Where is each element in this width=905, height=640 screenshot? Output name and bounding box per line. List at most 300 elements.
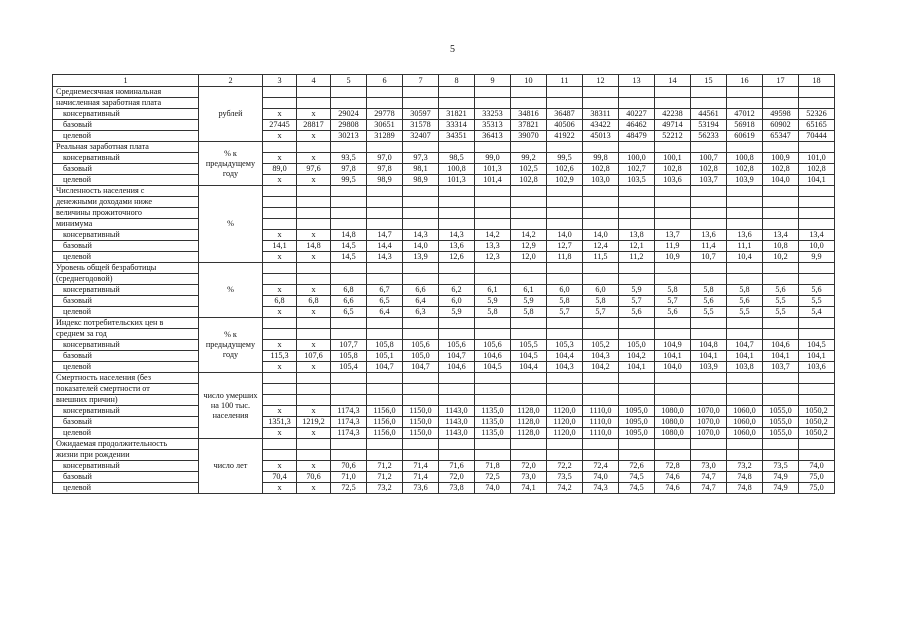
empty-cell (727, 208, 763, 219)
value-cell: 9,9 (799, 252, 835, 263)
value-cell: 14,0 (547, 230, 583, 241)
empty-cell (297, 373, 331, 384)
empty-cell (583, 373, 619, 384)
scenario-row (53, 230, 835, 241)
empty-cell (619, 395, 655, 406)
empty-cell (331, 142, 367, 153)
value-cell: 100,8 (439, 164, 475, 175)
empty-cell (655, 219, 691, 230)
scenario-row (53, 153, 835, 164)
empty-cell (691, 87, 727, 98)
empty-cell (727, 219, 763, 230)
value-cell: 49598 (763, 109, 799, 120)
value-cell: 105,6 (403, 340, 439, 351)
value-cell: 1143,0 (439, 406, 475, 417)
value-cell: 1055,0 (763, 428, 799, 439)
value-cell: 70444 (799, 131, 835, 142)
value-cell: x (297, 230, 331, 241)
value-cell: 10,2 (763, 252, 799, 263)
empty-cell (439, 439, 475, 450)
scenario-row (53, 406, 835, 417)
value-cell: 100,8 (727, 153, 763, 164)
value-cell: 35313 (475, 120, 511, 131)
value-cell: 104,9 (655, 340, 691, 351)
value-cell: 1150,0 (403, 417, 439, 428)
empty-cell (297, 263, 331, 274)
unit-cell: % (199, 263, 263, 318)
empty-cell (763, 197, 799, 208)
value-cell: x (263, 285, 297, 296)
empty-cell (691, 98, 727, 109)
value-cell: 1080,0 (655, 406, 691, 417)
empty-cell (655, 329, 691, 340)
value-cell: x (297, 175, 331, 186)
value-cell: 100,1 (655, 153, 691, 164)
value-cell: 105,8 (367, 340, 403, 351)
value-cell: 10,7 (691, 252, 727, 263)
value-cell: 107,6 (297, 351, 331, 362)
value-cell: 105,3 (547, 340, 583, 351)
empty-cell (727, 373, 763, 384)
unit-cell: % к предыдущему году (199, 318, 263, 373)
value-cell: 115,3 (263, 351, 297, 362)
value-cell: 102,8 (655, 164, 691, 175)
value-cell: 5,5 (691, 307, 727, 318)
value-cell: 98,9 (367, 175, 403, 186)
empty-cell (799, 98, 835, 109)
empty-cell (727, 87, 763, 98)
empty-cell (511, 219, 547, 230)
empty-cell (511, 450, 547, 461)
value-cell: 42238 (655, 109, 691, 120)
empty-cell (331, 395, 367, 406)
empty-cell (511, 274, 547, 285)
empty-cell (691, 395, 727, 406)
empty-cell (439, 274, 475, 285)
value-cell: 102,8 (799, 164, 835, 175)
value-cell: 5,8 (511, 307, 547, 318)
empty-cell (547, 439, 583, 450)
value-cell: 28817 (297, 120, 331, 131)
empty-cell (511, 197, 547, 208)
indicator-title-row (53, 384, 835, 395)
value-cell: 5,5 (799, 296, 835, 307)
value-cell: 6,6 (331, 296, 367, 307)
value-cell: x (297, 362, 331, 373)
empty-cell (727, 329, 763, 340)
empty-cell (367, 98, 403, 109)
value-cell: 5,8 (475, 307, 511, 318)
empty-cell (511, 395, 547, 406)
value-cell: 104,0 (763, 175, 799, 186)
empty-cell (297, 329, 331, 340)
value-cell: 10,0 (799, 241, 835, 252)
empty-cell (475, 395, 511, 406)
empty-cell (439, 373, 475, 384)
empty-cell (403, 318, 439, 329)
scenario-row (53, 472, 835, 483)
indicator-title: величины прожиточного (53, 208, 199, 219)
empty-cell (475, 263, 511, 274)
value-cell: 102,8 (511, 175, 547, 186)
value-cell: 104,3 (547, 362, 583, 373)
value-cell: x (263, 307, 297, 318)
value-cell: 33253 (475, 109, 511, 120)
empty-cell (367, 87, 403, 98)
value-cell: 33314 (439, 120, 475, 131)
empty-cell (403, 87, 439, 98)
empty-cell (583, 384, 619, 395)
value-cell: 74,5 (619, 472, 655, 483)
value-cell: 6,4 (367, 307, 403, 318)
scenario-label: базовый (53, 120, 199, 131)
indicator-title: Ожидаемая продолжительность (53, 439, 199, 450)
value-cell: 104,6 (439, 362, 475, 373)
value-cell: 14,0 (403, 241, 439, 252)
empty-cell (297, 219, 331, 230)
empty-cell (619, 87, 655, 98)
value-cell: 1095,0 (619, 417, 655, 428)
empty-cell (475, 186, 511, 197)
empty-cell (655, 87, 691, 98)
empty-cell (583, 87, 619, 98)
value-cell: 104,3 (583, 351, 619, 362)
empty-cell (331, 274, 367, 285)
value-cell: 75,0 (799, 472, 835, 483)
indicator-title-row (53, 263, 835, 274)
empty-cell (655, 395, 691, 406)
value-cell: 73,2 (367, 483, 403, 494)
indicator-title-row (53, 142, 835, 153)
empty-cell (297, 87, 331, 98)
value-cell: 11,2 (619, 252, 655, 263)
scenario-label: консервативный (53, 406, 199, 417)
empty-cell (263, 450, 297, 461)
column-header: 12 (583, 75, 619, 87)
empty-cell (403, 439, 439, 450)
value-cell: x (263, 362, 297, 373)
empty-cell (263, 373, 297, 384)
scenario-row (53, 340, 835, 351)
value-cell: 1120,0 (547, 417, 583, 428)
value-cell: 74,3 (583, 483, 619, 494)
empty-cell (655, 384, 691, 395)
empty-cell (619, 98, 655, 109)
empty-cell (799, 439, 835, 450)
value-cell: x (297, 483, 331, 494)
empty-cell (263, 87, 297, 98)
value-cell: 48479 (619, 131, 655, 142)
value-cell: 1174,3 (331, 406, 367, 417)
value-cell: 1070,0 (691, 406, 727, 417)
empty-cell (655, 263, 691, 274)
value-cell: 100,0 (619, 153, 655, 164)
empty-cell (547, 219, 583, 230)
value-cell: 103,9 (691, 362, 727, 373)
unit-cell: % к предыдущему году (199, 142, 263, 186)
empty-cell (367, 373, 403, 384)
empty-cell (263, 384, 297, 395)
value-cell: 5,6 (691, 296, 727, 307)
empty-cell (439, 450, 475, 461)
value-cell: 37821 (511, 120, 547, 131)
scenario-row (53, 351, 835, 362)
indicator-title-row (53, 219, 835, 230)
value-cell: 97,8 (331, 164, 367, 175)
value-cell: 6,3 (403, 307, 439, 318)
value-cell: 6,5 (331, 307, 367, 318)
value-cell: 13,6 (439, 241, 475, 252)
empty-cell (403, 98, 439, 109)
empty-cell (367, 186, 403, 197)
value-cell: 74,5 (619, 483, 655, 494)
value-cell: 11,4 (691, 241, 727, 252)
value-cell: 104,8 (691, 340, 727, 351)
value-cell: 104,5 (511, 351, 547, 362)
empty-cell (439, 98, 475, 109)
value-cell: 14,4 (367, 241, 403, 252)
empty-cell (547, 395, 583, 406)
scenario-row (53, 252, 835, 263)
empty-cell (655, 318, 691, 329)
empty-cell (331, 329, 367, 340)
value-cell: x (297, 109, 331, 120)
column-header: 9 (475, 75, 511, 87)
scenario-row (53, 109, 835, 120)
indicator-title: Среднемесячная номинальная (53, 87, 199, 98)
value-cell: x (263, 230, 297, 241)
value-cell: 14,8 (297, 241, 331, 252)
scenario-row (53, 483, 835, 494)
value-cell: 32407 (403, 131, 439, 142)
value-cell: 11,8 (547, 252, 583, 263)
empty-cell (439, 263, 475, 274)
empty-cell (263, 98, 297, 109)
empty-cell (763, 439, 799, 450)
empty-cell (691, 208, 727, 219)
empty-cell (439, 208, 475, 219)
value-cell: 36487 (547, 109, 583, 120)
empty-cell (619, 439, 655, 450)
value-cell: 74,2 (547, 483, 583, 494)
empty-cell (583, 208, 619, 219)
value-cell: 103,5 (619, 175, 655, 186)
indicator-title: Численность населения с (53, 186, 199, 197)
empty-cell (691, 142, 727, 153)
empty-cell (367, 142, 403, 153)
empty-cell (583, 439, 619, 450)
empty-cell (727, 186, 763, 197)
empty-cell (763, 329, 799, 340)
value-cell: 103,7 (691, 175, 727, 186)
value-cell: 5,8 (691, 285, 727, 296)
empty-cell (655, 197, 691, 208)
value-cell: x (297, 428, 331, 439)
value-cell: 99,5 (547, 153, 583, 164)
empty-cell (547, 373, 583, 384)
value-cell: 71,2 (367, 472, 403, 483)
empty-cell (619, 329, 655, 340)
empty-cell (691, 197, 727, 208)
value-cell: 13,6 (727, 230, 763, 241)
value-cell: 1143,0 (439, 428, 475, 439)
value-cell: 14,5 (331, 241, 367, 252)
empty-cell (475, 274, 511, 285)
value-cell: 71,6 (439, 461, 475, 472)
value-cell: 74,8 (727, 483, 763, 494)
value-cell: 104,7 (727, 340, 763, 351)
empty-cell (619, 142, 655, 153)
value-cell: 73,0 (691, 461, 727, 472)
value-cell: 104,1 (763, 351, 799, 362)
value-cell: 1110,0 (583, 417, 619, 428)
empty-cell (475, 439, 511, 450)
value-cell: 6,0 (439, 296, 475, 307)
value-cell: 104,4 (547, 351, 583, 362)
empty-cell (547, 98, 583, 109)
value-cell: 52326 (799, 109, 835, 120)
scenario-label: базовый (53, 351, 199, 362)
value-cell: 14,3 (439, 230, 475, 241)
empty-cell (511, 373, 547, 384)
empty-cell (763, 186, 799, 197)
value-cell: 60902 (763, 120, 799, 131)
value-cell: 89,0 (263, 164, 297, 175)
value-cell: 71,4 (403, 472, 439, 483)
value-cell: 1135,0 (475, 406, 511, 417)
indicator-title-row (53, 450, 835, 461)
value-cell: 1120,0 (547, 428, 583, 439)
value-cell: 73,8 (439, 483, 475, 494)
value-cell: 73,5 (547, 472, 583, 483)
empty-cell (799, 329, 835, 340)
value-cell: 14,5 (331, 252, 367, 263)
empty-cell (263, 439, 297, 450)
value-cell: 5,6 (619, 307, 655, 318)
empty-cell (511, 208, 547, 219)
value-cell: 105,0 (619, 340, 655, 351)
value-cell: 101,3 (475, 164, 511, 175)
empty-cell (511, 142, 547, 153)
empty-cell (475, 197, 511, 208)
value-cell: 102,8 (583, 164, 619, 175)
value-cell: 1135,0 (475, 428, 511, 439)
empty-cell (727, 98, 763, 109)
scenario-row (53, 461, 835, 472)
scenario-label: консервативный (53, 153, 199, 164)
value-cell: 1120,0 (547, 406, 583, 417)
value-cell: 99,2 (511, 153, 547, 164)
empty-cell (367, 384, 403, 395)
value-cell: 99,5 (331, 175, 367, 186)
value-cell: 5,4 (799, 307, 835, 318)
value-cell: 12,6 (439, 252, 475, 263)
page-number: 5 (450, 44, 455, 55)
empty-cell (475, 384, 511, 395)
empty-cell (763, 373, 799, 384)
empty-cell (547, 142, 583, 153)
value-cell: 74,0 (475, 483, 511, 494)
value-cell: 100,7 (691, 153, 727, 164)
value-cell: 29778 (367, 109, 403, 120)
scenario-row (53, 362, 835, 373)
empty-cell (367, 439, 403, 450)
column-header: 18 (799, 75, 835, 87)
scenario-label: базовый (53, 164, 199, 175)
value-cell: 104,2 (619, 351, 655, 362)
forecast-table (52, 74, 835, 494)
empty-cell (691, 373, 727, 384)
indicator-title-row (53, 98, 835, 109)
empty-cell (403, 208, 439, 219)
value-cell: 98,9 (403, 175, 439, 186)
value-cell: 12,0 (511, 252, 547, 263)
value-cell: x (263, 340, 297, 351)
empty-cell (799, 263, 835, 274)
empty-cell (763, 450, 799, 461)
empty-cell (367, 274, 403, 285)
value-cell: 12,4 (583, 241, 619, 252)
scenario-label: консервативный (53, 461, 199, 472)
value-cell: 104,1 (619, 362, 655, 373)
value-cell: 31821 (439, 109, 475, 120)
value-cell: 97,0 (367, 153, 403, 164)
column-header: 14 (655, 75, 691, 87)
value-cell: 104,7 (439, 351, 475, 362)
value-cell: 11,9 (655, 241, 691, 252)
value-cell: 102,8 (691, 164, 727, 175)
empty-cell (763, 219, 799, 230)
scenario-row (53, 164, 835, 175)
empty-cell (475, 219, 511, 230)
empty-cell (799, 186, 835, 197)
value-cell: 74,6 (655, 483, 691, 494)
column-header: 5 (331, 75, 367, 87)
value-cell: 44561 (691, 109, 727, 120)
value-cell: 1070,0 (691, 428, 727, 439)
empty-cell (367, 208, 403, 219)
empty-cell (655, 274, 691, 285)
scenario-label: целевой (53, 252, 199, 263)
value-cell: 1128,0 (511, 417, 547, 428)
empty-cell (655, 450, 691, 461)
value-cell: x (297, 461, 331, 472)
value-cell: 10,9 (655, 252, 691, 263)
empty-cell (263, 197, 297, 208)
value-cell: 104,0 (655, 362, 691, 373)
value-cell: 104,7 (403, 362, 439, 373)
empty-cell (511, 439, 547, 450)
value-cell: 72,0 (511, 461, 547, 472)
empty-cell (691, 219, 727, 230)
column-header: 6 (367, 75, 403, 87)
value-cell: 71,4 (403, 461, 439, 472)
empty-cell (297, 395, 331, 406)
empty-cell (475, 373, 511, 384)
value-cell: x (263, 109, 297, 120)
empty-cell (547, 208, 583, 219)
empty-cell (619, 197, 655, 208)
value-cell: 70,4 (263, 472, 297, 483)
empty-cell (799, 87, 835, 98)
scenario-label: консервативный (53, 285, 199, 296)
value-cell: 1219,2 (297, 417, 331, 428)
empty-cell (331, 384, 367, 395)
value-cell: 5,8 (727, 285, 763, 296)
empty-cell (475, 318, 511, 329)
empty-cell (583, 329, 619, 340)
empty-cell (763, 318, 799, 329)
